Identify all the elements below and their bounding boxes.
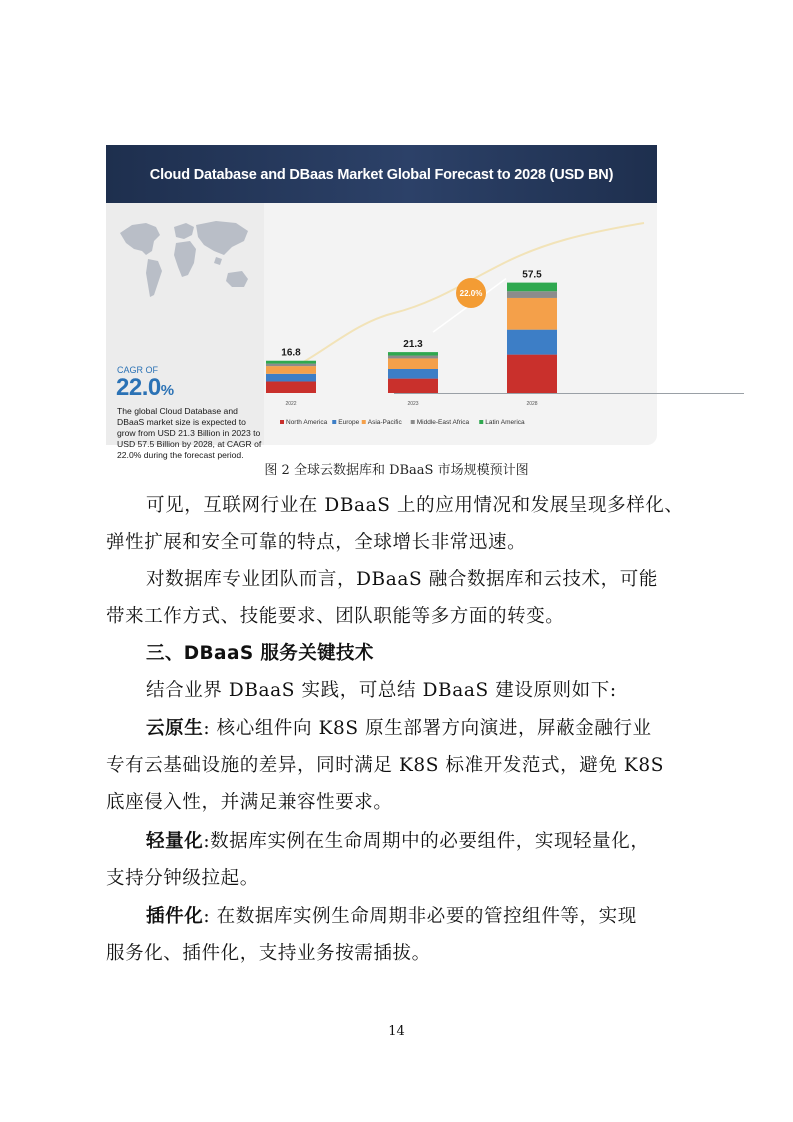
- stacked-bar-chart: [264, 203, 657, 445]
- bar-2022-europe: [266, 374, 316, 382]
- bar-2028-latin-america: [507, 283, 557, 292]
- market-description: The global Cloud Database and DBaaS market size is expected to grow from USD 21.3 Billion in 2023 to USD 57.5 Billion by 2028, at CAGR of 22.0% during the forecast period.: [117, 406, 262, 460]
- section-heading: 三、DBaaS 服务关键技术: [146, 643, 374, 664]
- p6-line2: 服务化、插件化，支持业务按需插拔。: [106, 943, 431, 964]
- bar-2023-middle-east-africa: [388, 356, 438, 359]
- bar-2022-asia-pacific: [266, 366, 316, 374]
- chart-legend: [280, 419, 525, 426]
- p2-line1: 对数据库专业团队而言，DBaaS 融合数据库和云技术，可能: [146, 569, 658, 590]
- tick-label-2022: 2022: [285, 401, 297, 407]
- paragraph-plugin: [106, 898, 696, 972]
- bar-2023-asia-pacific: [388, 358, 438, 369]
- p2-line2: 带来工作方式、技能要求、团队职能等多方面的转变。: [106, 606, 565, 627]
- bar-2023-europe: [388, 369, 438, 379]
- keyword-plugin: 插件化: [146, 906, 204, 927]
- legend-label-latin-america: Latin America: [485, 419, 525, 426]
- cagr-label: CAGR OF: [117, 365, 159, 375]
- bar-2022-middle-east-africa: [266, 364, 316, 366]
- cagr-value: 22.0%: [116, 374, 174, 401]
- legend-swatch-latin-america: [479, 420, 483, 424]
- p3-line1: 结合业界 DBaaS 实践，可总结 DBaaS 建设原则如下:: [146, 680, 617, 701]
- p6-line1: : 在数据库实例生命周期非必要的管控组件等，实现: [203, 906, 637, 927]
- legend-label-europe: Europe: [338, 419, 360, 426]
- world-map-icon: [112, 211, 258, 311]
- p5-line2: 支持分钟级拉起。: [106, 868, 259, 889]
- bar-2023-latin-america: [388, 352, 438, 355]
- bar-2028-middle-east-africa: [507, 291, 557, 298]
- legend-label-north-america: North America: [286, 419, 328, 426]
- bar-2023-north-america: [388, 379, 438, 393]
- paragraph-lightweight: [106, 823, 696, 897]
- keyword-cloud-native: 云原生: [146, 718, 204, 739]
- legend-swatch-asia-pacific: [362, 420, 366, 424]
- legend-swatch-north-america: [280, 420, 284, 424]
- legend-label-asia-pacific: Asia-Pacific: [367, 419, 402, 426]
- figure-title: Cloud Database and DBaas Market Global Forecast to 2028 (USD BN): [149, 167, 614, 183]
- figure-caption: 图 2 全球云数据库和 DBaaS 市场规模预计图: [264, 463, 529, 478]
- growth-badge-label: 22.0%: [459, 289, 483, 298]
- bar-2028-north-america: [507, 355, 557, 393]
- bar-2022-north-america: [266, 381, 316, 393]
- p5-line1: :数据库实例在生命周期中的必要组件，实现轻量化，: [203, 831, 650, 852]
- paragraph-3: [106, 672, 696, 709]
- bars-group: [266, 270, 744, 407]
- total-label-2023: 21.3: [403, 339, 423, 351]
- p4-line1: : 核心组件向 K8S 原生部署方向演进，屏蔽金融行业: [203, 718, 652, 739]
- total-label-2028: 57.5: [522, 269, 542, 281]
- bar-2028-asia-pacific: [507, 298, 557, 330]
- bar-2028-europe: [507, 330, 557, 355]
- p1-line2: 弹性扩展和安全可靠的特点，全球增长非常迅速。: [106, 532, 527, 553]
- bar-2022-latin-america: [266, 361, 316, 364]
- page-number: 14: [388, 1024, 405, 1039]
- legend-swatch-middle-east-africa: [411, 420, 415, 424]
- keyword-lightweight: 轻量化: [146, 831, 204, 852]
- p4-line2: 专有云基础设施的差异，同时满足 K8S 标准开发范式，避免 K8S: [106, 755, 664, 776]
- legend-label-middle-east-africa: Middle-East Africa: [416, 419, 470, 426]
- paragraph-cloud-native: [106, 710, 696, 821]
- paragraph-2: [106, 561, 696, 635]
- paragraph-1: [106, 487, 696, 561]
- p1-line1: 可见，互联网行业在 DBaaS 上的应用情况和发展呈现多样化、: [146, 495, 684, 516]
- figure-info-panel: [106, 203, 264, 460]
- tick-label-2023: 2023: [407, 401, 419, 407]
- tick-label-2028: 2028: [526, 401, 538, 407]
- p4-line3: 底座侵入性，并满足兼容性要求。: [106, 792, 393, 813]
- market-forecast-figure: [106, 145, 657, 460]
- legend-swatch-europe: [332, 420, 336, 424]
- total-label-2022: 16.8: [281, 347, 301, 359]
